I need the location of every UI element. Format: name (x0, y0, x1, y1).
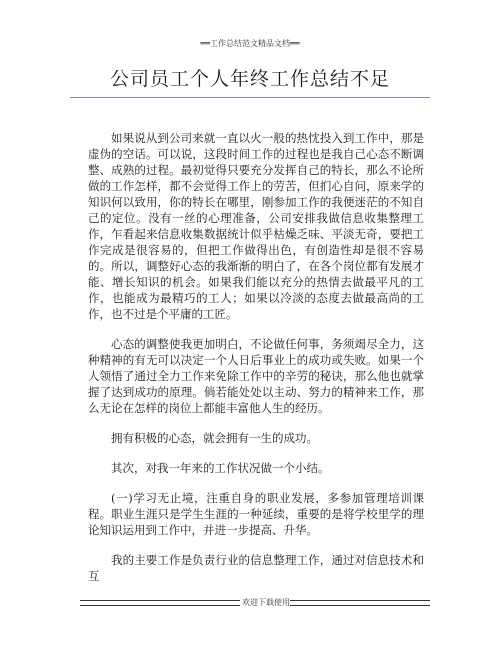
footer-rule-right (290, 600, 430, 606)
paragraph: 如果说从到公司来就一直以火一般的热忱投入到工作中，那是虚伪的空话。可以说，这段时间工作的过程也是我自己心态不断调整、成熟的过程。最初觉得只要充分发挥自己的特长，那么不论所做的工作怎样，都不会觉得工作上的劳苦，但扪心自问，原来学的知识何以致用，你的特长在哪里，刚参加工作的我便迷茫的不知自己的定位。没有一丝的心理准备，公司安排我做信息收集整理工作，乍看起来信息收集数据统计似乎枯燥乏味、平淡无奇，要把工作完成是很容易的，但把工作做得出色，有创造性却是很不容易的。所以，调整好心态的我渐渐的明白了，在各个岗位都有发展才能、增长知识的机会。如果我们能以充分的热情去做最平凡的工作，也能成为最精巧的工人；如果以冷淡的态度去做最高尚的工作，也不过是个平庸的工匠。 (88, 131, 424, 321)
page-footer (0, 597, 500, 609)
paragraph: 我的主要工作是负责行业的信息整理工作，通过对信息技术和互 (88, 553, 424, 583)
footer-rule-left (80, 600, 240, 606)
paragraph: (一)学习无止境，注重自身的职业发展，多参加管理培训课程。职业生涯只是学生生涯的一种延续，重要的是将学校里学的理论知识运用到工作中，并进一步提高、升华。 (88, 491, 424, 537)
paragraph: 心态的调整使我更加明白，不论做任何事，务须竭尽全力，这种精神的有无可以决定一个人日后事业上的成功或失败。如果一个人领悟了通过全力工作来免除工作中的辛劳的秘诀，那么他也就掌握了达到成功的原理。倘若能处处以主动、努力的精神来工作，那么无论在怎样的岗位上都能丰富他人生的经历。 (88, 337, 424, 415)
document-body (88, 130, 424, 598)
footer-label: 欢迎下载使用 (242, 598, 290, 607)
paragraph: 其次，对我一年来的工作状况做一个小结。 (111, 461, 330, 475)
paragraph: 拥有积极的心态，就会拥有一生的成功。 (111, 431, 318, 445)
page-header: ══工作总结范文精品文档══ (200, 39, 300, 48)
title-divider (70, 97, 430, 98)
document-title: 公司员工个人年终工作总结不足 (109, 68, 390, 90)
